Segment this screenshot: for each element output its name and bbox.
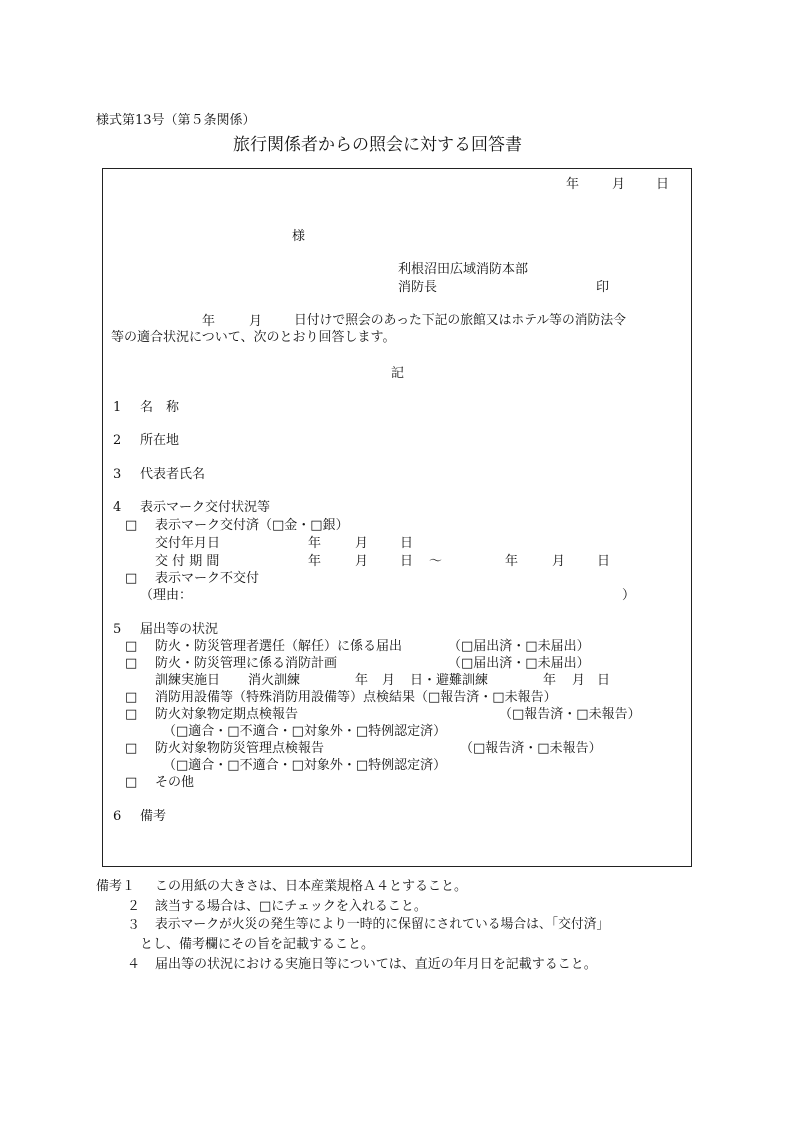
period-label: 交 付 期 間 <box>155 554 220 569</box>
evacuation-drill-label: 日・避難訓練 <box>410 673 489 688</box>
item-4-number: 4 <box>113 500 122 515</box>
plan-status: （□届出済・□未届出） <box>448 656 590 671</box>
item-4-label: 表示マーク交付状況等 <box>140 500 271 515</box>
other-label: その他 <box>155 775 195 790</box>
drill-label: 訓練実施日 <box>155 673 221 688</box>
seal-mark: 印 <box>596 280 610 295</box>
item-6-label: 備考 <box>140 809 167 824</box>
note-4: 届出等の状況における実施日等については、直近の年月日を記載すること。 <box>155 957 597 972</box>
notes-heading: 備考１ <box>96 879 136 894</box>
disaster-inspection-label: 防火対象物防災管理点検報告 <box>155 741 325 756</box>
document-title: 旅行関係者からの照会に対する回答書 <box>233 135 522 155</box>
note-4-number: ４ <box>127 957 141 972</box>
manager-label: 防火・防災管理者選任（解任）に係る届出 <box>155 639 403 654</box>
evacuation-drill-day: 日 <box>597 673 611 688</box>
ki-heading: 記 <box>391 366 405 381</box>
disaster-inspection-status: （□報告済・□未報告） <box>460 741 602 756</box>
issue-date-label: 交付年月日 <box>155 536 221 551</box>
periodic-inspection-result: （□適合・□不適合・□対象外・□特例認定済） <box>163 724 447 739</box>
addressee-suffix: 様 <box>292 229 306 244</box>
evacuation-drill-year: 年 <box>543 673 557 688</box>
disaster-inspection-result: （□適合・□不適合・□対象外・□特例認定済） <box>163 758 447 773</box>
intro-year-label: 年 <box>202 314 216 329</box>
disaster-inspection-checkbox[interactable]: □ <box>125 741 138 756</box>
item-1-number: 1 <box>113 400 122 415</box>
issue-date-day: 日 <box>400 536 414 551</box>
item-5-label: 届出等の状況 <box>140 622 219 637</box>
period-start-month: 月 <box>355 554 369 569</box>
period-tilde: ～ <box>429 554 443 569</box>
manager-checkbox[interactable]: □ <box>125 639 138 654</box>
period-end-day: 日 <box>597 554 611 569</box>
date-year-label: 年 <box>566 177 580 192</box>
sender-position: 消防長 <box>398 280 438 295</box>
periodic-inspection-status: （□報告済・□未報告） <box>499 707 641 722</box>
period-start-day: 日 <box>400 554 414 569</box>
plan-checkbox[interactable]: □ <box>125 656 138 671</box>
issue-date-year: 年 <box>308 536 322 551</box>
item-3-label: 代表者氏名 <box>140 467 206 482</box>
item-5-number: 5 <box>113 622 122 637</box>
item-3-number: 3 <box>113 467 122 482</box>
note-2-number: ２ <box>127 899 141 914</box>
item-1-label: 名 称 <box>140 400 180 415</box>
evacuation-drill-month: 月 <box>572 673 586 688</box>
fire-drill-label: 消火訓練 <box>248 673 301 688</box>
mark-not-issued-label: 表示マーク不交付 <box>155 571 260 586</box>
fire-drill-month: 月 <box>382 673 396 688</box>
item-2-number: 2 <box>113 433 122 448</box>
sender-organization: 利根沼田広域消防本部 <box>398 262 529 277</box>
reason-open: （理由： <box>140 588 193 603</box>
date-month-label: 月 <box>612 177 626 192</box>
note-3-line-2: とし、備考欄にその旨を記載すること。 <box>140 937 375 952</box>
periodic-inspection-checkbox[interactable]: □ <box>125 707 138 722</box>
item-2-label: 所在地 <box>140 433 180 448</box>
note-2: 該当する場合は、□にチェックを入れること。 <box>155 899 427 914</box>
issue-date-month: 月 <box>355 536 369 551</box>
equipment-label: 消防用設備等（特殊消防用設備等）点検結果（□報告済・□未報告） <box>155 690 557 705</box>
intro-line-1: 日付けで照会のあった下記の旅館又はホテル等の消防法令 <box>294 313 626 328</box>
form-number-label: 様式第13号（第５条関係） <box>96 113 256 128</box>
plan-label: 防火・防災管理に係る消防計画 <box>155 656 338 671</box>
fire-drill-year: 年 <box>355 673 369 688</box>
intro-line-2: 等の適合状況について、次のとおり回答します。 <box>111 330 396 345</box>
date-day-label: 日 <box>656 177 670 192</box>
mark-issued-checkbox[interactable]: □ <box>125 518 138 533</box>
note-3-line-1: 表示マークが火災の発生等により一時的に保留にされている場合は、「交付済」 <box>155 917 610 932</box>
item-6-number: 6 <box>113 809 122 824</box>
period-end-year: 年 <box>505 554 519 569</box>
other-checkbox[interactable]: □ <box>125 775 138 790</box>
mark-issued-label: 表示マーク交付済（□金・□銀） <box>155 518 349 533</box>
periodic-inspection-label: 防火対象物定期点検報告 <box>155 707 299 722</box>
period-end-month: 月 <box>552 554 566 569</box>
note-3-number: ３ <box>127 918 141 933</box>
note-1: この用紙の大きさは、日本産業規格Ａ４とすること。 <box>155 879 468 894</box>
equipment-checkbox[interactable]: □ <box>125 690 138 705</box>
reason-close: ） <box>622 588 636 603</box>
intro-month-label: 月 <box>249 314 263 329</box>
manager-status: （□届出済・□未届出） <box>448 639 590 654</box>
period-start-year: 年 <box>308 554 322 569</box>
mark-not-issued-checkbox[interactable]: □ <box>125 571 138 586</box>
